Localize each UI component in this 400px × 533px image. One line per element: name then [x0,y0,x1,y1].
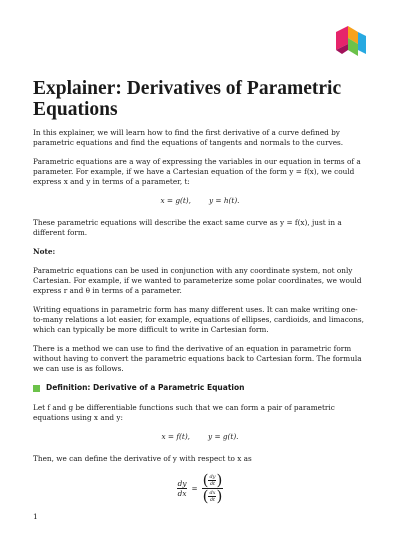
lhs-fraction: $\frac{dy}{dx}$ [177,479,187,498]
definition-paragraph: Let f and g be differentiable functions such that we can form a pair of parametric equations using x and y: [33,403,335,422]
parametric-equation-2 [33,432,367,442]
rhs-fraction: ( $\frac{dy}{dt}$ ) ( $\frac{dx}{dt}$ ) [202,471,223,505]
method-paragraph: There is a method we can use to find the derivative of an equation in parametric form without having to convert the parametric equations back to Cartesian form. The formula we can use is as follows. [33,344,362,373]
nagwa-logo-icon [336,26,366,56]
equation-1-right: y = h(t). [208,196,240,205]
equation-2-left: x = f(t), [161,432,190,441]
intro-paragraph: In this explainer, we will learn how to find the first derivative of a curve defined by parametric equations and find the equations of tangents and normals to the curves. [33,128,344,147]
note-paragraph: Parametric equations can be used in conjunction with any coordinate system, not only Cartesian. For example, if we wanted to parameterize some polar coordinates, we would express r and θ in terms of a parameter. [33,266,362,295]
derivative-intro-paragraph: Then, we can define the derivative of y with respect to x as [33,454,252,463]
equation-2-right: y = g(t). [208,432,239,441]
definition-square-icon [33,385,40,392]
definition-heading [33,383,367,393]
parametric-equation-1 [33,196,367,206]
equation-1-left: x = g(t), [160,196,191,205]
page-number: 1 [33,512,38,521]
parametric-definition-paragraph: Parametric equations are a way of expressing the variables in our equation in terms of a parameter. For example, if we have a Cartesian equation of the form y = f(x), we could express x and y in terms of a parameter, t: [33,157,361,186]
uses-paragraph: Writing equations in parametric form has many different uses. It can make writing one-to-many relations a lot easier, for example, equations of ellipses, cardioids, and limacons, which can typically be more difficult to write in Cartesian form. [33,305,364,334]
definition-heading-text: Definition: Derivative of a Parametric Equation [46,383,245,392]
same-curve-paragraph: These parametric equations will describe the exact same curve as y = f(x), just in a different form. [33,218,342,237]
note-label: Note: [33,247,56,256]
document-body [33,128,367,504]
page-title: Explainer: Derivatives of Parametric Equations [33,78,342,120]
derivative-formula: $\frac{dy}{dx}$ = ( $\frac{dy}{dt}$ ) ( $\frac{dx}{dt}$ ) [177,471,223,505]
